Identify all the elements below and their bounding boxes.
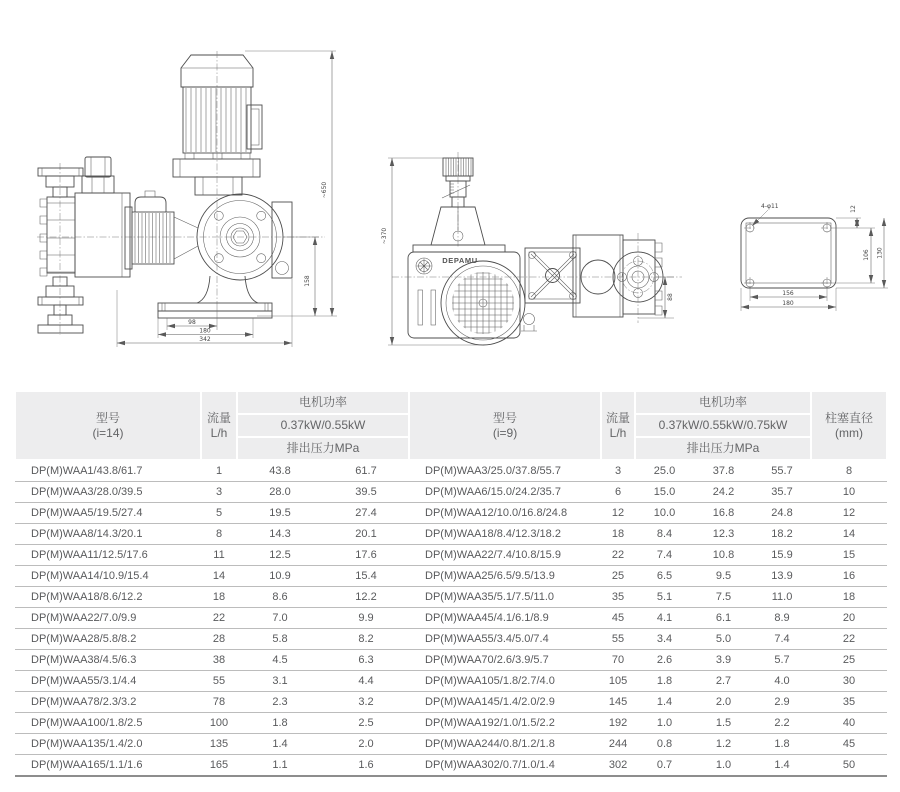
model-cell: DP(M)WAA55/3.1/4.4 [15, 671, 201, 692]
table-row [15, 482, 887, 503]
pressure-cell: 3.2 [323, 692, 409, 713]
pressure-cell: 1.8 [635, 671, 694, 692]
pressure-cell: 39.5 [323, 482, 409, 503]
flow-cell: 135 [201, 734, 237, 755]
model-cell: DP(M)WAA55/3.4/5.0/7.4 [409, 629, 601, 650]
motor [173, 51, 262, 307]
flow-cell: 55 [201, 671, 237, 692]
pressure-cell: 2.3 [237, 692, 323, 713]
model-cell: DP(M)WAA100/1.8/2.5 [15, 713, 201, 734]
plunger-cell: 45 [811, 734, 887, 755]
header-model-i14 [15, 391, 201, 460]
pressure-cell: 2.7 [694, 671, 753, 692]
model-cell: DP(M)WAA302/0.7/1.0/1.4 [409, 755, 601, 777]
pressure-cell: 1.5 [694, 713, 753, 734]
flow-header-unit: L/h [210, 425, 228, 440]
pump-front-view-drawing [25, 45, 355, 355]
pressure-cell: 6.5 [635, 566, 694, 587]
pressure-cell: 9.5 [694, 566, 753, 587]
pressure-cell: 7.0 [237, 608, 323, 629]
dim-label-180: 180 [782, 300, 794, 307]
plunger-header-text: 柱塞直径 [825, 410, 874, 425]
model-cell: DP(M)WAA145/1.4/2.0/2.9 [409, 692, 601, 713]
plunger-cell: 40 [811, 713, 887, 734]
pressure-cell: 15.0 [635, 482, 694, 503]
model-cell: DP(M)WAA192/1.0/1.5/2.2 [409, 713, 601, 734]
pressure-cell: 11.0 [753, 587, 811, 608]
plunger-cell: 10 [811, 482, 887, 503]
dim-label-130: 130 [876, 247, 884, 259]
flow-cell: 302 [601, 755, 635, 777]
flow-cell: 14 [201, 566, 237, 587]
pressure-cell: 15.4 [323, 566, 409, 587]
pressure-cell: 1.8 [237, 713, 323, 734]
flow-header-text: 流量 [606, 410, 631, 425]
flow-cell: 105 [601, 671, 635, 692]
valve-assembly [38, 163, 83, 335]
terminal-box [247, 105, 262, 149]
pressure-cell: 35.7 [753, 482, 811, 503]
model-cell: DP(M)WAA14/10.9/15.4 [15, 566, 201, 587]
model-cell: DP(M)WAA1/43.8/61.7 [15, 460, 201, 482]
pressure-cell: 5.0 [694, 629, 753, 650]
plunger-cell: 25 [811, 650, 887, 671]
table-row [15, 587, 887, 608]
pressure-cell: 13.9 [753, 566, 811, 587]
mounting-plate-drawing [735, 190, 890, 315]
model-cell: DP(M)WAA244/0.8/1.2/1.8 [409, 734, 601, 755]
table-row [15, 650, 887, 671]
flow-cell: 1 [201, 460, 237, 482]
flow-cell: 3 [201, 482, 237, 503]
plunger-cell: 18 [811, 587, 887, 608]
pressure-cell: 1.1 [237, 755, 323, 777]
pump-base [158, 276, 272, 318]
dim-label-overall-height: ~650 [321, 181, 328, 199]
pressure-cell: 1.6 [323, 755, 409, 777]
pump-head [40, 157, 130, 277]
model-cell: DP(M)WAA22/7.4/10.8/15.9 [409, 545, 601, 566]
flow-cell: 45 [601, 608, 635, 629]
flow-header-unit: L/h [609, 425, 627, 440]
pressure-cell: 4.4 [323, 671, 409, 692]
pressure-cell: 43.8 [237, 460, 323, 482]
brand-label: DEPAMU [442, 256, 478, 265]
pressure-cell: 7.4 [753, 629, 811, 650]
spec-table [14, 390, 888, 777]
table-row [15, 524, 887, 545]
pressure-cell: 8.4 [635, 524, 694, 545]
flow-cell: 12 [601, 503, 635, 524]
dim-label-106: 106 [863, 249, 870, 261]
pressure-cell: 24.2 [694, 482, 753, 503]
pressure-cell: 6.3 [323, 650, 409, 671]
pressure-cell: 27.4 [323, 503, 409, 524]
pressure-cell: 10.0 [635, 503, 694, 524]
pressure-cell: 25.0 [635, 460, 694, 482]
flow-cell: 70 [601, 650, 635, 671]
plunger-cell: 30 [811, 671, 887, 692]
pressure-cell: 12.3 [694, 524, 753, 545]
dim-label-342: 342 [199, 336, 211, 343]
pressure-cell: 10.9 [237, 566, 323, 587]
dim-label-88: 88 [667, 293, 674, 301]
dimension-lines [741, 205, 888, 311]
pressure-cell: 3.9 [694, 650, 753, 671]
model-cell: DP(M)WAA11/12.5/17.6 [15, 545, 201, 566]
dim-label-98: 98 [188, 319, 196, 326]
pressure-cell: 5.1 [635, 587, 694, 608]
pressure-cell: 1.4 [753, 755, 811, 777]
header-power-spec-right: 0.37kW/0.55kW/0.75kW [635, 414, 811, 437]
model-cell: DP(M)WAA8/14.3/20.1 [15, 524, 201, 545]
model-cell: DP(M)WAA6/15.0/24.2/35.7 [409, 482, 601, 503]
pressure-cell: 24.8 [753, 503, 811, 524]
pressure-cell: 5.7 [753, 650, 811, 671]
pressure-cell: 1.0 [694, 755, 753, 777]
flow-cell: 25 [601, 566, 635, 587]
side-bracket [272, 202, 292, 278]
table-row [15, 755, 887, 777]
pressure-cell: 2.0 [323, 734, 409, 755]
pressure-cell: 1.8 [753, 734, 811, 755]
pressure-cell: 1.4 [237, 734, 323, 755]
table-row [15, 460, 887, 482]
motor-pedestal [195, 177, 242, 195]
drive-cylinder [573, 235, 623, 317]
plunger-cell: 35 [811, 692, 887, 713]
table-row [15, 713, 887, 734]
model-cell: DP(M)WAA70/2.6/3.9/5.7 [409, 650, 601, 671]
flow-cell: 11 [201, 545, 237, 566]
flow-cell: 28 [201, 629, 237, 650]
pressure-cell: 17.6 [323, 545, 409, 566]
pressure-cell: 0.8 [635, 734, 694, 755]
pressure-cell: 37.8 [694, 460, 753, 482]
motor-flange [173, 159, 260, 177]
pressure-cell: 7.4 [635, 545, 694, 566]
model-cell: DP(M)WAA5/19.5/27.4 [15, 503, 201, 524]
model-cell: DP(M)WAA28/5.8/8.2 [15, 629, 201, 650]
model-cell: DP(M)WAA22/7.0/9.9 [15, 608, 201, 629]
pressure-cell: 1.0 [635, 713, 694, 734]
flow-cell: 38 [201, 650, 237, 671]
model-cell: DP(M)WAA35/5.1/7.5/11.0 [409, 587, 601, 608]
pressure-cell: 9.9 [323, 608, 409, 629]
model-cell: DP(M)WAA78/2.3/3.2 [15, 692, 201, 713]
top-fitting [85, 157, 111, 177]
pressure-cell: 2.2 [753, 713, 811, 734]
pressure-cell: 12.2 [323, 587, 409, 608]
pressure-cell: 0.7 [635, 755, 694, 777]
plunger-cell: 16 [811, 566, 887, 587]
hydraulic-end [47, 197, 75, 273]
model-cell: DP(M)WAA105/1.8/2.7/4.0 [409, 671, 601, 692]
pressure-cell: 1.2 [694, 734, 753, 755]
header-flow-left [201, 391, 237, 460]
pressure-cell: 2.5 [323, 713, 409, 734]
pressure-cell: 19.5 [237, 503, 323, 524]
flow-header-text: 流量 [206, 410, 231, 425]
model-cell: DP(M)WAA45/4.1/6.1/8.9 [409, 608, 601, 629]
pressure-cell: 16.8 [694, 503, 753, 524]
flow-cell: 192 [601, 713, 635, 734]
model-cell: DP(M)WAA12/10.0/16.8/24.8 [409, 503, 601, 524]
mount-foot [524, 314, 535, 325]
pressure-cell: 2.0 [694, 692, 753, 713]
pressure-cell: 3.1 [237, 671, 323, 692]
pressure-cell: 4.5 [237, 650, 323, 671]
flow-cell: 78 [201, 692, 237, 713]
flow-cell: 165 [201, 755, 237, 777]
plunger-cell: 14 [811, 524, 887, 545]
flow-cell: 35 [601, 587, 635, 608]
dim-label-overall-height: ~370 [381, 227, 388, 245]
pressure-cell: 18.2 [753, 524, 811, 545]
pressure-cell: 10.8 [694, 545, 753, 566]
plunger-cell: 20 [811, 608, 887, 629]
pressure-cell: 6.1 [694, 608, 753, 629]
model-cell: DP(M)WAA18/8.4/12.3/18.2 [409, 524, 601, 545]
header-discharge-pressure-right: 排出压力MPa [635, 437, 811, 460]
pressure-cell: 61.7 [323, 460, 409, 482]
dim-label-156: 156 [782, 290, 794, 297]
flow-cell: 5 [201, 503, 237, 524]
header-discharge-pressure-left: 排出压力MPa [237, 437, 409, 460]
dimension-lines [381, 158, 674, 345]
flow-cell: 55 [601, 629, 635, 650]
plunger-cell: 50 [811, 755, 887, 777]
bolt-holes [744, 203, 833, 289]
flow-cell: 18 [201, 587, 237, 608]
model-header-note: (i=14) [92, 425, 124, 440]
pressure-cell: 28.0 [237, 482, 323, 503]
stroke-adjust-knob [431, 152, 485, 248]
model-header-note: (i=9) [492, 425, 518, 440]
header-power-spec-left: 0.37kW/0.55kW [237, 414, 409, 437]
pressure-cell: 15.9 [753, 545, 811, 566]
table-row [15, 629, 887, 650]
dim-label-180: 180 [199, 327, 211, 335]
model-cell: DP(M)WAA38/4.5/6.3 [15, 650, 201, 671]
table-row [15, 671, 887, 692]
plunger-header-unit: (mm) [835, 425, 863, 440]
pressure-cell: 2.6 [635, 650, 694, 671]
pressure-cell: 12.5 [237, 545, 323, 566]
motor-mount-brace [525, 248, 580, 303]
pressure-cell: 20.1 [323, 524, 409, 545]
model-header-text: 型号 [95, 410, 120, 425]
header-flow-right [601, 391, 635, 460]
header-motor-power-left: 电机功率 [237, 391, 409, 414]
pressure-cell: 55.7 [753, 460, 811, 482]
header-motor-power-right: 电机功率 [635, 391, 811, 414]
table-row [15, 503, 887, 524]
plunger-cell: 15 [811, 545, 887, 566]
pressure-cell: 1.4 [635, 692, 694, 713]
plunger-cell: 22 [811, 629, 887, 650]
bellows-connector [125, 191, 198, 269]
model-cell: DP(M)WAA18/8.6/12.2 [15, 587, 201, 608]
pressure-cell: 8.6 [237, 587, 323, 608]
dim-label-center-height: 158 [304, 275, 311, 287]
table-row [15, 545, 887, 566]
flow-cell: 22 [201, 608, 237, 629]
pump-top-view-drawing [380, 148, 700, 352]
model-cell: DP(M)WAA3/25.0/37.8/55.7 [409, 460, 601, 482]
model-cell: DP(M)WAA165/1.1/1.6 [15, 755, 201, 777]
flow-cell: 22 [601, 545, 635, 566]
flow-cell: 3 [601, 460, 635, 482]
model-cell: DP(M)WAA135/1.4/2.0 [15, 734, 201, 755]
model-header-text: 型号 [493, 410, 518, 425]
plunger-cell: 12 [811, 503, 887, 524]
model-cell: DP(M)WAA25/6.5/9.5/13.9 [409, 566, 601, 587]
flow-cell: 100 [201, 713, 237, 734]
table-row [15, 692, 887, 713]
model-cell: DP(M)WAA3/28.0/39.5 [15, 482, 201, 503]
hole-callout: 4-φ11 [761, 203, 779, 210]
header-plunger-diameter [811, 391, 887, 460]
plunger-cell: 8 [811, 460, 887, 482]
flow-cell: 6 [601, 482, 635, 503]
table-row [15, 608, 887, 629]
table-row [15, 734, 887, 755]
fan-cover [441, 261, 537, 345]
pressure-cell: 2.9 [753, 692, 811, 713]
flow-cell: 244 [601, 734, 635, 755]
flow-cell: 8 [201, 524, 237, 545]
table-row [15, 566, 887, 587]
pressure-cell: 14.3 [237, 524, 323, 545]
gearbox-housing [408, 245, 520, 338]
pressure-cell: 8.9 [753, 608, 811, 629]
pressure-cell: 7.5 [694, 587, 753, 608]
pressure-cell: 3.4 [635, 629, 694, 650]
flow-cell: 145 [601, 692, 635, 713]
dim-label-12: 12 [850, 205, 857, 213]
header-model-i9 [409, 391, 601, 460]
pressure-cell: 8.2 [323, 629, 409, 650]
pressure-cell: 4.0 [753, 671, 811, 692]
pressure-cell: 4.1 [635, 608, 694, 629]
flow-cell: 18 [601, 524, 635, 545]
pressure-cell: 5.8 [237, 629, 323, 650]
plate-outline [741, 218, 836, 288]
gearbox [37, 194, 325, 280]
